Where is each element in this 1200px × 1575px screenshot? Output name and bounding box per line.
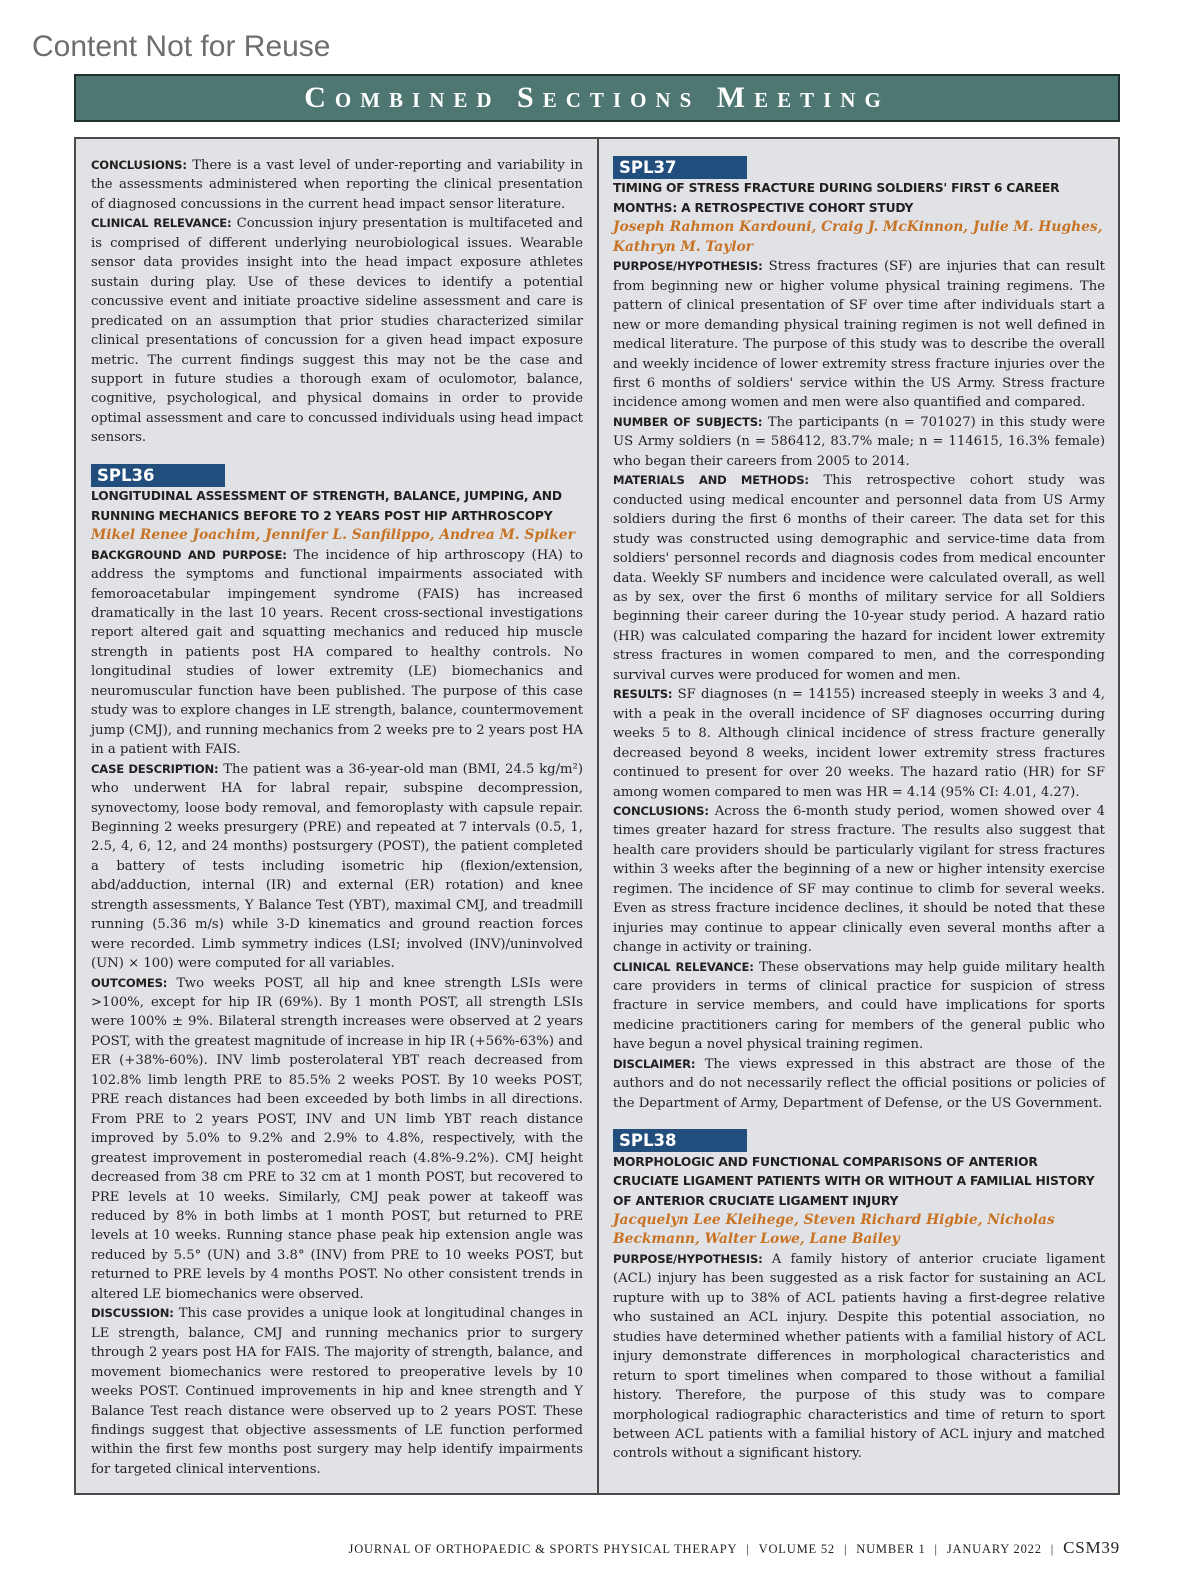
section-text: This case provides a unique look at longitudinal changes in LE strength, balance, CMJ and running mechanics prior to surgery through 2 years post HA for FAIS. The majority of strength, balance, and movement biomechanics were restored to preoperative levels by 10 weeks POST. Continued improvements in hip and knee strength and Y Balance Test reach distance were observed up to 2 years POST. These findings suggest that objective assessments of LE function performed within the first few months post surgery may help identify impairments for targeted clinical interventions. (91, 1306, 583, 1477)
discussion-paragraph (91, 1304, 583, 1479)
page-number: CSM39 (1063, 1538, 1120, 1557)
section-text: The participants (n = 701027) in this study were US Army soldiers (n = 586412, 83.7% male; n = 114615, 16.3% female) who began their careers from 2005 to 2014. (613, 414, 1106, 469)
footer-separator: | (746, 1542, 750, 1556)
section-text: There is a vast level of under-reporting and variability in the assessments administered when reporting the clinical presentation of diagnosed concussions in the current head impact sensor literature. (91, 158, 583, 212)
section-label: OUTCOMES: (91, 975, 168, 990)
footer-separator: | (1050, 1542, 1055, 1556)
abstract-authors: Joseph Rahmon Kardouni, Craig J. McKinnon, Julie M. Hughes, Kathryn M. Taylor (613, 219, 1103, 255)
purpose-paragraph (613, 257, 1105, 413)
outcomes-paragraph (91, 974, 583, 1305)
left-column (91, 156, 583, 1479)
issue-date: JANUARY 2022 (946, 1542, 1042, 1556)
section-label: RESULTS: (613, 687, 673, 702)
section-banner (74, 74, 1120, 122)
section-text: Concussion injury presentation is multifaceted and is comprised of different underlying neurobiological issues. Wearable sensor data provides insight into the head impact exposure athletes sustain during play. Use of these devices to identify a potential concussive event and initiate proactive sideline assessment and care is predicated on an assumption that prior studies characterized similar clinical presentations of concussion for a given head impact exposure metric. The current findings suggest this may not be the case and support in future studies a thorough exam of oculomotor, balance, cognitive, psychological, and physical domains in order to provide optimal assessment and care to concussed individuals using head impact sensors. (91, 216, 583, 446)
section-text: SF diagnoses (n = 14155) increased steeply in weeks 3 and 4, with a peak in the overall incidence of SF diagnoses occurring during weeks 5 to 8. Although clinical incidence of stress fracture generally decreased beyond 8 weeks, incident lower extremity stress fractures continued to present for over 20 weeks. The hazard ratio (HR) for SF among women compared to men was HR = 4.14 (95% CI: 4.01, 4.27). (613, 687, 1105, 800)
abstract-title: MORPHOLOGIC AND FUNCTIONAL COMPARISONS OF ANTERIOR CRUCIATE LIGAMENT PATIENTS WITH OR WITHOUT A FAMILIAL HISTORY OF ANTERIOR CRUCIATE LIGAMENT INJURY (613, 1154, 1095, 1208)
purpose-paragraph (613, 1250, 1105, 1464)
section-text: Stress fractures (SF) are injuries that can result from beginning new or higher volume physical training regimens. The pattern of clinical presentation of SF over time after individuals start a new or more demanding physical training regimen is not well defined in medical literature. The purpose of this study was to describe the overall and weekly incidence of lower extremity stress fracture injuries over the first 6 months of soldiers' service within the US Army. Stress fracture incidence among women and men were also quantified and compared. (613, 259, 1105, 411)
section-label: BACKGROUND AND PURPOSE: (91, 547, 287, 562)
banner-title: Combined Sections Meeting (304, 81, 890, 114)
section-label: MATERIALS AND METHODS: (613, 473, 809, 488)
conclusions-paragraph (613, 802, 1105, 958)
section-label: DISCLAIMER: (613, 1056, 696, 1071)
journal-name: JOURNAL OF ORTHOPAEDIC & SPORTS PHYSICAL THERAPY (348, 1542, 738, 1556)
section-label: NUMBER OF SUBJECTS: (613, 414, 763, 429)
watermark: Content Not for Reuse (32, 30, 331, 63)
abstract-id-badge: SPL37 (613, 156, 747, 179)
abstract-authors: Mikel Renee Joachim, Jennifer L. Sanfilippo, Andrea M. Spiker (91, 527, 575, 544)
section-text: These observations may help guide military health care providers in terms of clinical practice for suspicion of stress fracture in service members, and could have implications for sports medicine practitioners caring for members of the general public who have begun a novel physical training regimen. (613, 959, 1105, 1053)
section-text: The views expressed in this abstract are those of the authors and do not necessarily reflect the official positions or policies of the Department of Army, Department of Defense, or the US Government. (613, 1056, 1105, 1111)
abstract-title: LONGITUDINAL ASSESSMENT OF STRENGTH, BALANCE, JUMPING, AND RUNNING MECHANICS BEFORE TO 2 YEARS POST HIP ARTHROSCOPY (91, 489, 562, 523)
case-paragraph (91, 760, 583, 974)
section-text: The patient was a 36-year-old man (BMI, 24.5 kg/m²) who underwent HA for labral repair, subspine decompression, synovectomy, loose body removal, and femoroplasty with capsule repair. Beginning 2 weeks presurgery (PRE) and repeated at 7 intervals (0.5, 1, 2.5, 4, 6, 12, and 24 months) postsurgery (POST), the patient completed a battery of tests including isometric hip (flexion/extension, abd/adduction, internal (IR) and external (ER) rotation) and knee strength assessments, Y Balance Test (YBT), maximal CMJ, and treadmill running (5.36 m/s) while 3-D kinematics and ground reaction forces were recorded. Limb symmetry indices (LSI; involved (INV)/uninvolved (UN) × 100) were computed for all variables. (91, 761, 583, 972)
relevance-paragraph (613, 958, 1105, 1055)
section-label: CLINICAL RELEVANCE: (613, 959, 754, 974)
methods-paragraph (613, 471, 1105, 685)
section-label: CONCLUSIONS: (91, 158, 187, 172)
results-paragraph (613, 685, 1105, 802)
abstract-id-badge: SPL36 (91, 464, 225, 487)
disclaimer-paragraph (613, 1055, 1105, 1113)
relevance-paragraph (91, 214, 583, 447)
page-footer (349, 1538, 1120, 1558)
section-text: Across the 6-month study period, women showed over 4 times greater hazard for stress fracture. The results also suggest that health care providers should be particularly vigilant for stress fractures within 3 weeks after the beginning of a new or higher intensity exercise regimen. The incidence of SF may continue to climb for several weeks. Even as stress fracture incidence declines, it should be noted that these injuries may continue to appear clinically even several months after a change in activity or training. (613, 803, 1105, 956)
column-divider (597, 137, 599, 1495)
section-label: CONCLUSIONS: (613, 803, 709, 818)
conclusions-paragraph (91, 156, 583, 214)
section-text: Two weeks POST, all hip and knee strength LSIs were >100%, except for hip IR (69%). By 1 month POST, all strength LSIs were 100% ± 9%. Bilateral strength increases were observed at 2 years POST, with the greatest magnitude of increase in hip IR (+56%-63%) and ER (+38%-60%). INV limb posterolateral YBT reach decreased from 102.8% limb length PRE to 85.5% 2 weeks POST. By 10 weeks POST, PRE reach distances had been exceeded by both limbs in all directions. From PRE to 2 years POST, INV and UN limb YBT reach distance improved by 5.0% to 9.2% and 2.9% to 4.8%, respectively, with the greatest improvement in posteromedial reach (4.8%-9.2%). CMJ height decreased from 38 cm PRE to 32 cm at 1 month POST, but recovered to PRE levels at 10 weeks. Similarly, CMJ peak power at takeoff was reduced by 8% in both limbs at 1 month POST, but returned to PRE levels at 10 weeks. Running stance phase peak hip extension angle was reduced by 5.5° (UN) and 3.8° (INV) from PRE to 10 weeks POST, but returned to PRE levels by 4 months POST. No other consistent trends in altered LE biomechanics were observed. (91, 975, 583, 1302)
abstract-id-badge: SPL38 (613, 1129, 747, 1152)
section-label: DISCUSSION: (91, 1306, 174, 1321)
section-label: PURPOSE/HYPOTHESIS: (613, 1251, 763, 1266)
subjects-paragraph (613, 413, 1105, 471)
section-text: A family history of anterior cruciate ligament (ACL) injury has been suggested as a risk factor for sustaining an ACL rupture with up to 38% of ACL patients having a first-degree relative who sustained an ACL injury. Despite this potential association, no studies have determined whether patients with a familial history of ACL injury demonstrate differences in morphological characteristics and return to sport timelines when compared to those without a familial history. Therefore, the purpose of this study was to compare morphological radiographic characteristics and time of return to sport between ACL patients with a familial history of ACL injury and matched controls without a significant history. (613, 1251, 1105, 1462)
section-label: CLINICAL RELEVANCE: (91, 216, 232, 231)
section-label: PURPOSE/HYPOTHESIS: (613, 259, 763, 274)
background-paragraph (91, 546, 583, 760)
right-column (613, 156, 1105, 1464)
section-text: This retrospective cohort study was conducted using medical encounter and personnel data from US Army soldiers during the first 6 months of their career. The data set for this study was constructed using demographic and service-time data from soldiers' personnel records and diagnosis codes from medical encounter data. Weekly SF numbers and incidence were calculated overall, as well as by sex, over the first 6 months of military service for all Soldiers beginning their career during the 10-year study period. A hazard ratio (HR) was calculated comparing the hazard for incident lower extremity stress fractures in women compared to men, and the corresponding survival curves were produced for women and men. (613, 473, 1105, 683)
footer-separator: | (934, 1542, 938, 1556)
section-text: The incidence of hip arthroscopy (HA) to address the symptoms and functional impairments associated with femoroacetabular impingement syndrome (FAIS) has increased dramatically in the last 10 years. Recent cross-sectional investigations report altered gait and squatting mechanics and reduced hip muscle strength in patients post HA compared to healthy controls. No longitudinal studies of lower extremity (LE) biomechanics and neuromuscular function have been published. The purpose of this case study was to explore changes in LE strength, balance, countermovement jump (CMJ), and running mechanics from 2 weeks pre to 2 years post HA in a patient with FAIS. (91, 547, 583, 758)
issue-number: NUMBER 1 (856, 1542, 926, 1556)
volume: VOLUME 52 (758, 1542, 835, 1556)
abstract-title: TIMING OF STRESS FRACTURE DURING SOLDIERS' FIRST 6 CAREER MONTHS: A RETROSPECTIVE COHORT STUDY (613, 181, 1060, 215)
section-label: CASE DESCRIPTION: (91, 761, 219, 776)
abstract-authors: Jacquelyn Lee Kleihege, Steven Richard Higbie, Nicholas Beckmann, Walter Lowe, Lane Bailey (613, 1212, 1055, 1248)
footer-separator: | (843, 1542, 848, 1556)
